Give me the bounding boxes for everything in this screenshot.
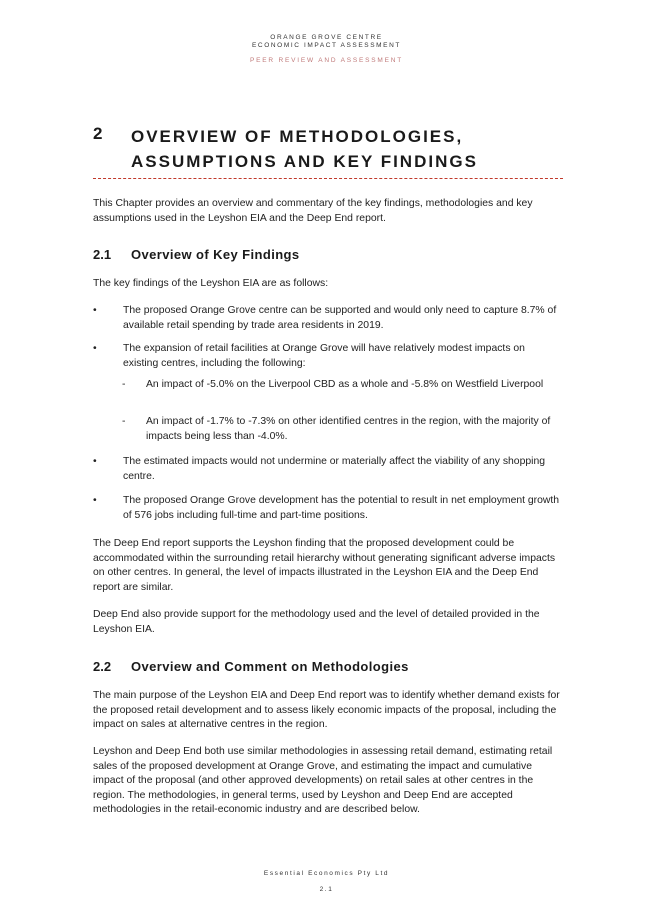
key-findings-lead: The key findings of the Leyshon EIA are as follows: [93, 278, 329, 289]
bullet-icon: • [93, 305, 97, 316]
dash-icon: - [122, 416, 126, 427]
footer-company: Essential Economics Pty Ltd [263, 870, 390, 877]
section-2-2-heading [93, 659, 409, 674]
section-2-2-title: Overview and Comment on Methodologies [131, 659, 409, 674]
section-2-2-paragraph-1: The main purpose of the Leyshon EIA and Deep End report was to identify whether demand exists for the proposed retail development and to assess likely economic impacts of the proposal, including the impact on sales at alternative centres in the region. [93, 690, 560, 731]
bullet-text: The estimated impacts would not undermine or materially affect the viability of any shopping centre. [123, 456, 546, 482]
section-2-1-title: Overview of Key Findings [131, 247, 300, 262]
chapter-number: 2 [93, 124, 103, 143]
page-number: 2.1 [319, 886, 334, 893]
dash-icon: - [122, 379, 126, 390]
bullet-icon: • [93, 343, 97, 354]
chapter-title-line2: ASSUMPTIONS AND KEY FINDINGS [131, 152, 478, 171]
chapter-title [131, 124, 478, 174]
sub-bullet-text: An impact of -5.0% on the Liverpool CBD as a whole and -5.8% on Westfield Liverpool [146, 379, 544, 390]
section-2-2-number: 2.2 [93, 659, 112, 674]
bullet-text: The proposed Orange Grove centre can be supported and would only need to capture 8.7% of available retail spending by trade area residents in 2019. [123, 305, 557, 331]
sub-bullet-text: An impact of -1.7% to -7.3% on other identified centres in the region, with the majority of impacts being less than -4.0%. [146, 416, 551, 442]
chapter-divider [93, 178, 563, 179]
header-project-name: ORANGE GROVE CENTRE [270, 34, 383, 41]
section-2-1-heading [93, 247, 300, 262]
bullet-text: The proposed Orange Grove development has the potential to result in net employment growth of 576 jobs including full-time and part-time positions. [123, 495, 560, 521]
section-2-1-paragraph-1: The Deep End report supports the Leyshon finding that the proposed development could be accommodated within the surrounding retail hierarchy without generating significant adverse impacts on other centres. In general, the level of impacts illustrated in the Leyshon EIA and the Deep End report are similar. [93, 538, 556, 593]
header-report-subtitle: PEER REVIEW AND ASSESSMENT [250, 57, 403, 64]
bullet-text: The expansion of retail facilities at Orange Grove will have relatively modest impacts on existing centres, including the following: [123, 343, 525, 369]
intro-paragraph: This Chapter provides an overview and commentary of the key findings, methodologies and key assumptions used in the Leyshon EIA and the Deep End report. [93, 198, 533, 224]
chapter-title-line1: OVERVIEW OF METHODOLOGIES, [131, 127, 464, 146]
section-2-1-paragraph-2: Deep End also provide support for the methodology used and the level of detailed provided in the Leyshon EIA. [93, 609, 540, 635]
bullet-icon: • [93, 456, 97, 467]
bullet-icon: • [93, 495, 97, 506]
section-2-1-number: 2.1 [93, 247, 112, 262]
header-report-type: ECONOMIC IMPACT ASSESSMENT [252, 42, 401, 49]
section-2-2-paragraph-2: Leyshon and Deep End both use similar methodologies in assessing retail demand, estimating retail sales of the proposed development at Orange Grove, and estimating the impact and cumulative impact of the proposal (and other approved developments) on retail sales at other centres in the region. The methodologies, in general terms, used by Leyshon and Deep End are accepted methodologies in the retail-economic industry and are described below. [93, 746, 553, 816]
